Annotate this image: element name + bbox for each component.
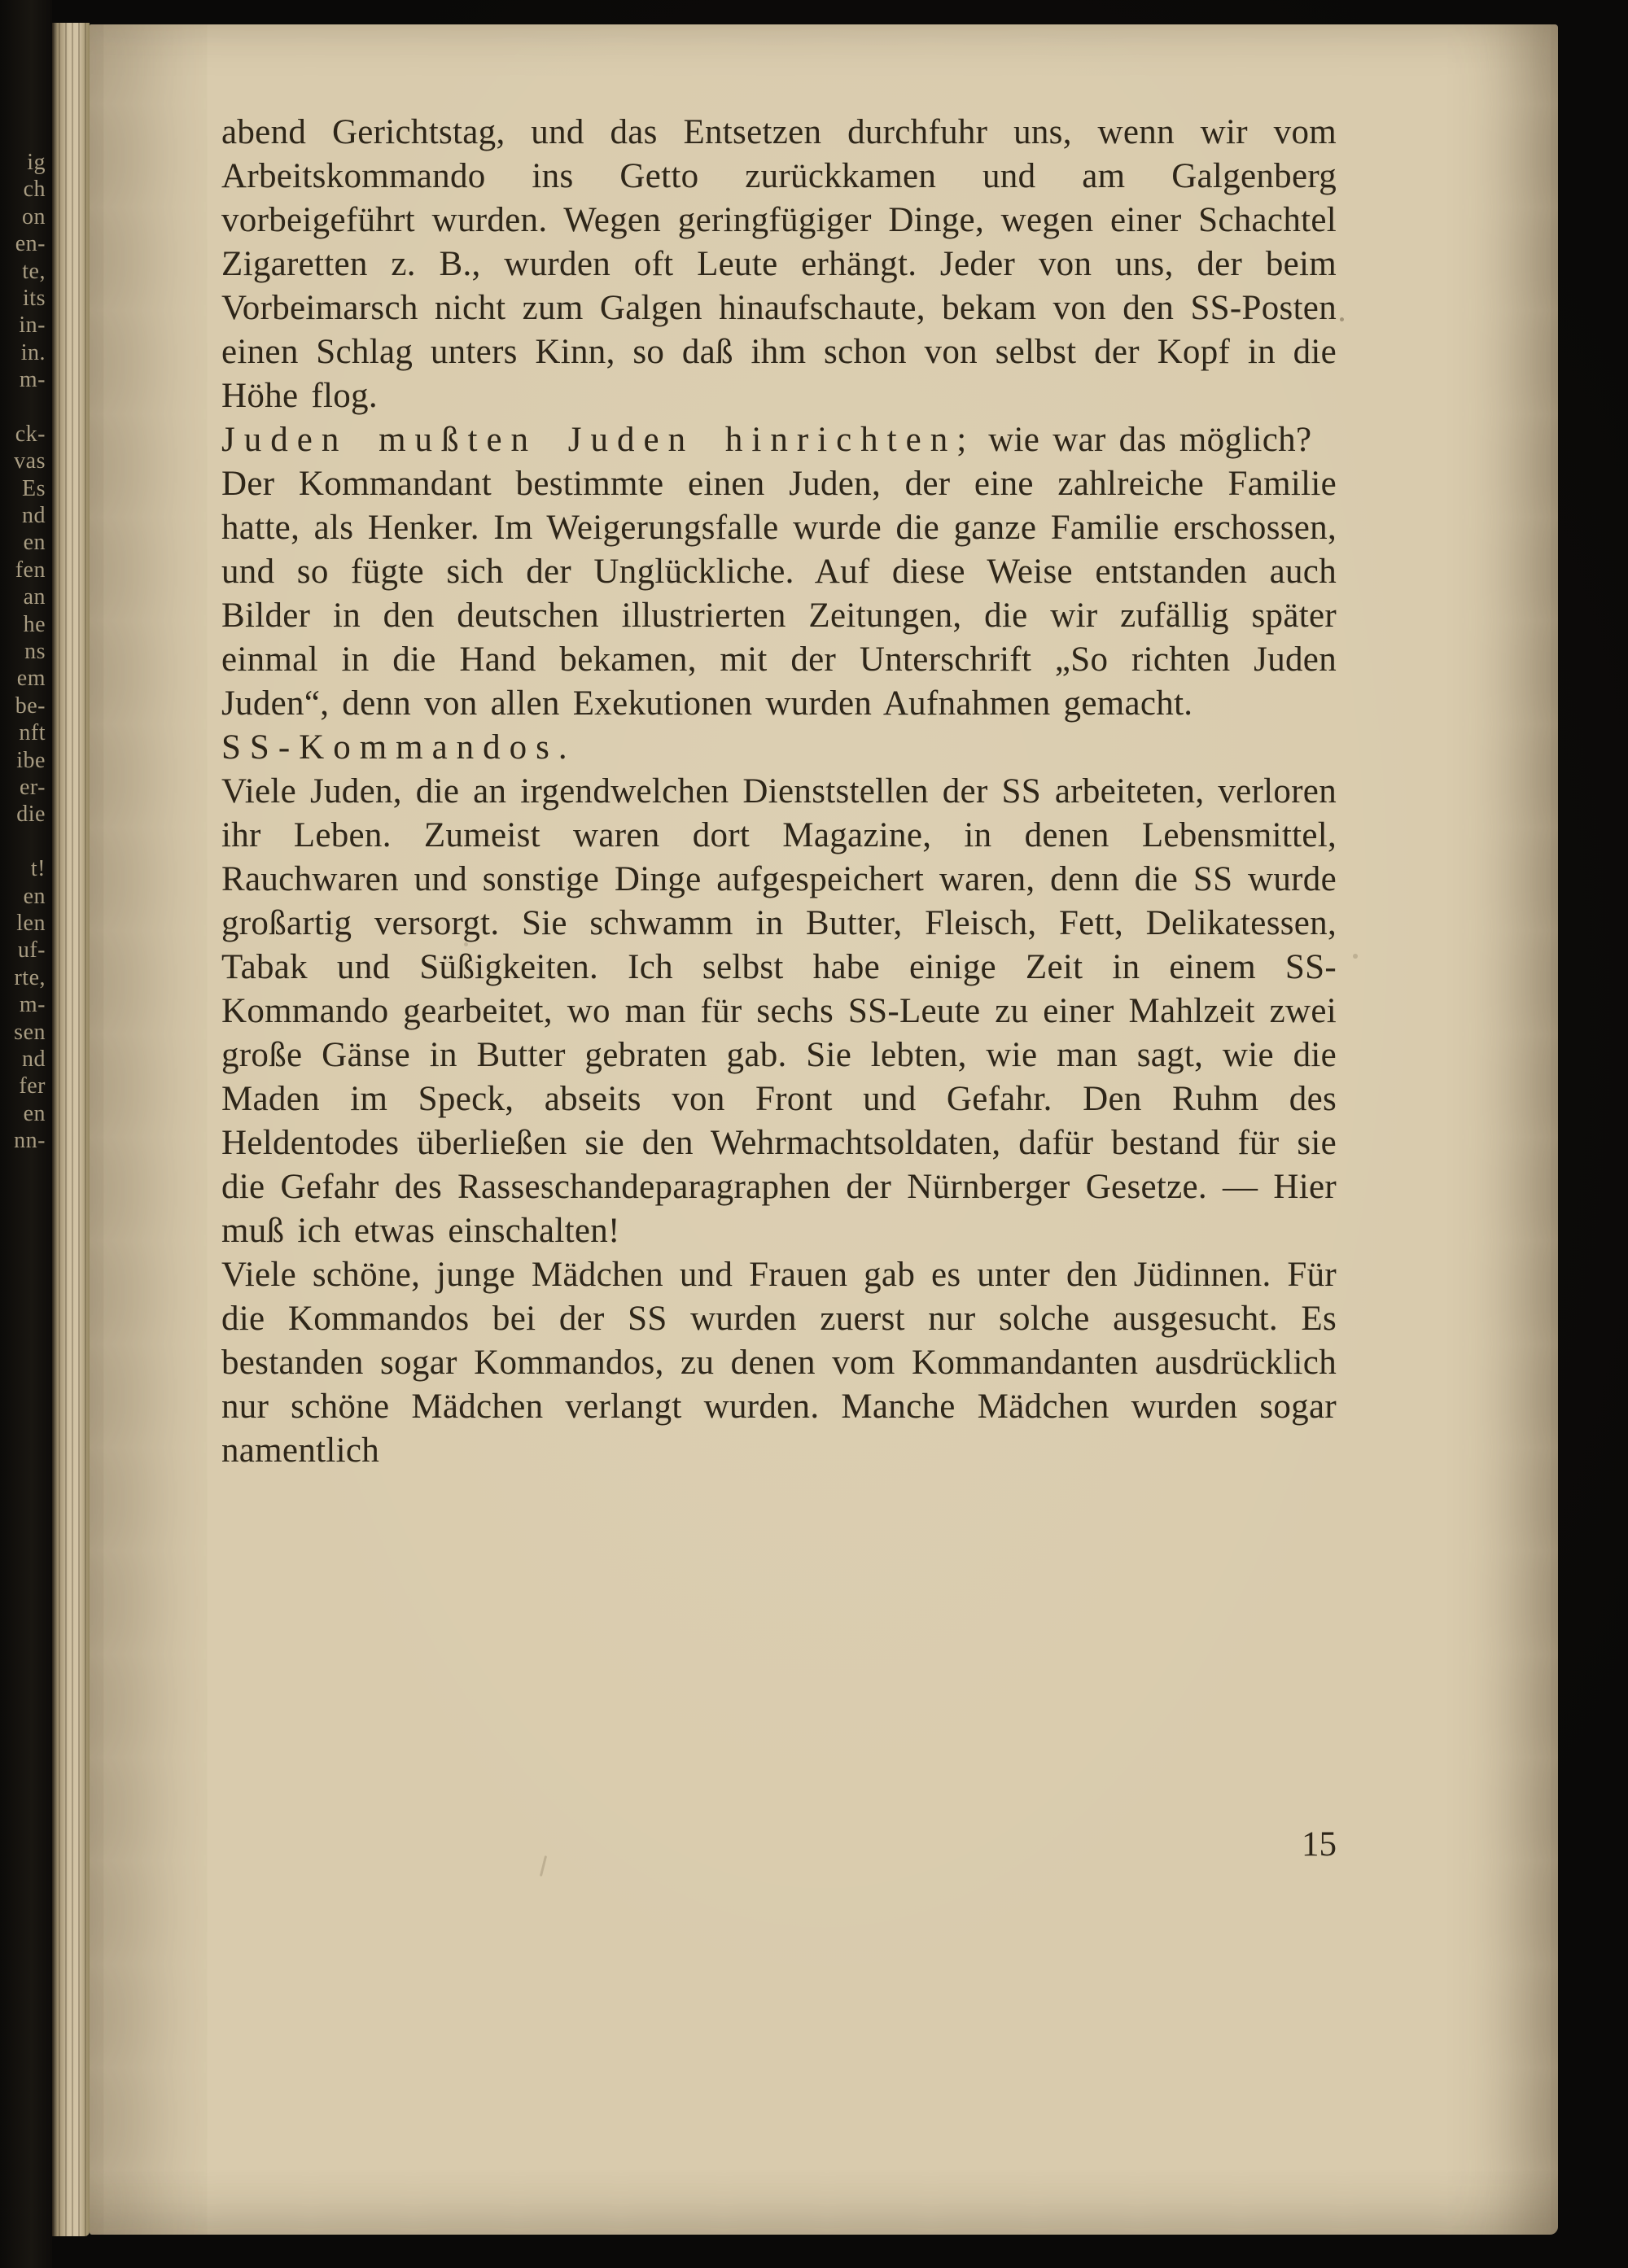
gutter-fragment: en xyxy=(23,530,46,556)
gutter-fragment: its xyxy=(23,285,46,311)
gutter-fragment: on xyxy=(22,203,46,229)
gutter-fragment: fen xyxy=(15,557,46,583)
paragraph-juden-mussten-rest: wie war das möglich? xyxy=(975,421,1312,459)
gutter-fragment: rte, xyxy=(14,964,46,990)
page-edge-stack xyxy=(52,23,90,2236)
page-text xyxy=(221,111,1337,1473)
paragraph-juden-mussten xyxy=(221,418,1337,462)
gutter-fragment: en xyxy=(23,883,46,909)
scan-speck xyxy=(1340,317,1344,321)
gutter-fragments xyxy=(0,149,46,1154)
gutter-fragment: nft xyxy=(19,720,46,746)
page-number: 15 xyxy=(1302,1825,1337,1864)
gutter-fragment: em xyxy=(16,666,46,692)
gutter-fragment: vas xyxy=(14,448,46,474)
gutter-fragment: be- xyxy=(15,693,46,719)
emphasized-spaced-text: Juden mußten Juden hinrichten; xyxy=(221,421,976,459)
gutter-fragment: ch xyxy=(23,177,46,203)
book-gutter xyxy=(0,0,52,2268)
gutter-fragment xyxy=(0,828,46,855)
gutter-fragment: ns xyxy=(24,639,46,665)
gutter-fragment: len xyxy=(16,910,46,936)
gutter-fragment: m- xyxy=(19,992,46,1018)
gutter-fragment: an xyxy=(23,584,46,610)
gutter-fragment: uf- xyxy=(17,937,46,964)
gutter-fragment: Es xyxy=(22,475,46,501)
gutter-fragment: die xyxy=(16,802,46,828)
gutter-fragment: en- xyxy=(15,231,46,257)
paragraph-kommandant: Der Kommandant bestimmte einen Juden, der eine zahlreiche Familie hatte, als Henker. Im Weigerungsfalle wurde die ganze Familie erschossen, und so fügte sich der Unglückliche. Auf diese Weise entstanden auch Bilder in den deutschen illustrierten Zeitungen, die wir zufällig später einmal in die Hand bekamen, mit der Unterschrift „So richten Juden Juden“, denn von allen Exekutionen wurden Aufnahmen gemacht. xyxy=(221,465,1337,723)
gutter-fragment: te, xyxy=(22,258,46,284)
gutter-fragment: he xyxy=(23,611,46,637)
gutter-fragment: in. xyxy=(20,339,46,365)
gutter-fragment: ig xyxy=(27,150,46,175)
gutter-fragment: ibe xyxy=(16,747,46,773)
paragraph-maedchen: Viele schöne, junge Mädchen und Frauen gab es unter den Jüdinnen. Für die Kommandos bei der SS wurden zuerst nur solche ausgesucht. Es bestanden sogar Kommandos, zu denen vom Kommandanten ausdrücklich nur schöne Mädchen verlangt wurden. Manche Mädchen wurden sogar namentlich xyxy=(221,1256,1337,1470)
gutter-fragment: nd xyxy=(22,503,46,529)
gutter-fragment: nn- xyxy=(14,1128,46,1154)
gutter-fragment: nd xyxy=(22,1046,46,1072)
gutter-fragment: t! xyxy=(30,856,46,882)
paragraph-ss-dienststellen: Viele Juden, die an irgendwelchen Dienststellen der SS arbeiteten, verloren ihr Leben. Zumeist waren dort Magazine, in denen Lebensmittel, Rauchwaren und sonstige Dinge aufgespeichert waren, denn die SS wurde großartig versorgt. Sie schwamm in Butter, Fleisch, Fett, Delikatessen, Tabak und Süßigkeiten. Ich selbst habe einige Zeit in einem SS-Kommando gearbeitet, wo man für sechs SS-Leute zu einer Mahlzeit zwei große Gänse in Butter gebraten gab. Sie lebten, wie man sagt, wie die Maden im Speck, abseits von Front und Gefahr. Den Ruhm des Heldentodes überließen sie den Wehrmachtsoldaten, dafür bestand für sie die Gefahr des Rasseschandeparagraphen der Nürnberger Gesetze. — Hier muß ich etwas einschalten! xyxy=(221,772,1337,1250)
scan-speck xyxy=(1353,954,1358,959)
gutter-fragment: in- xyxy=(19,312,46,339)
gutter-fragment xyxy=(0,394,46,421)
gutter-fragment: er- xyxy=(19,774,46,800)
gutter-fragment: ck- xyxy=(15,421,46,447)
scan-speck xyxy=(464,942,468,946)
gutter-fragment: en xyxy=(23,1100,46,1126)
gutter-fragment: fer xyxy=(19,1073,46,1099)
paragraph-gerichtstag: abend Gerichtstag, und das Entsetzen durchfuhr uns, wenn wir vom Arbeitskommando ins Getto zurückkamen und am Galgenberg vorbeigeführt wurden. Wegen geringfügiger Dinge, wegen einer Schachtel Zigaretten z. B., wurden oft Leute erhängt. Jeder von uns, der beim Vorbeimarsch nicht zum Galgen hinaufschaute, bekam von den SS-Posten einen Schlag unters Kinn, so daß ihm schon von selbst der Kopf in die Höhe flog. xyxy=(221,113,1337,415)
gutter-fragment: m- xyxy=(19,367,46,393)
gutter-fragment: sen xyxy=(14,1019,46,1045)
section-heading-ss-kommandos: SS-Kommandos. xyxy=(221,728,576,767)
